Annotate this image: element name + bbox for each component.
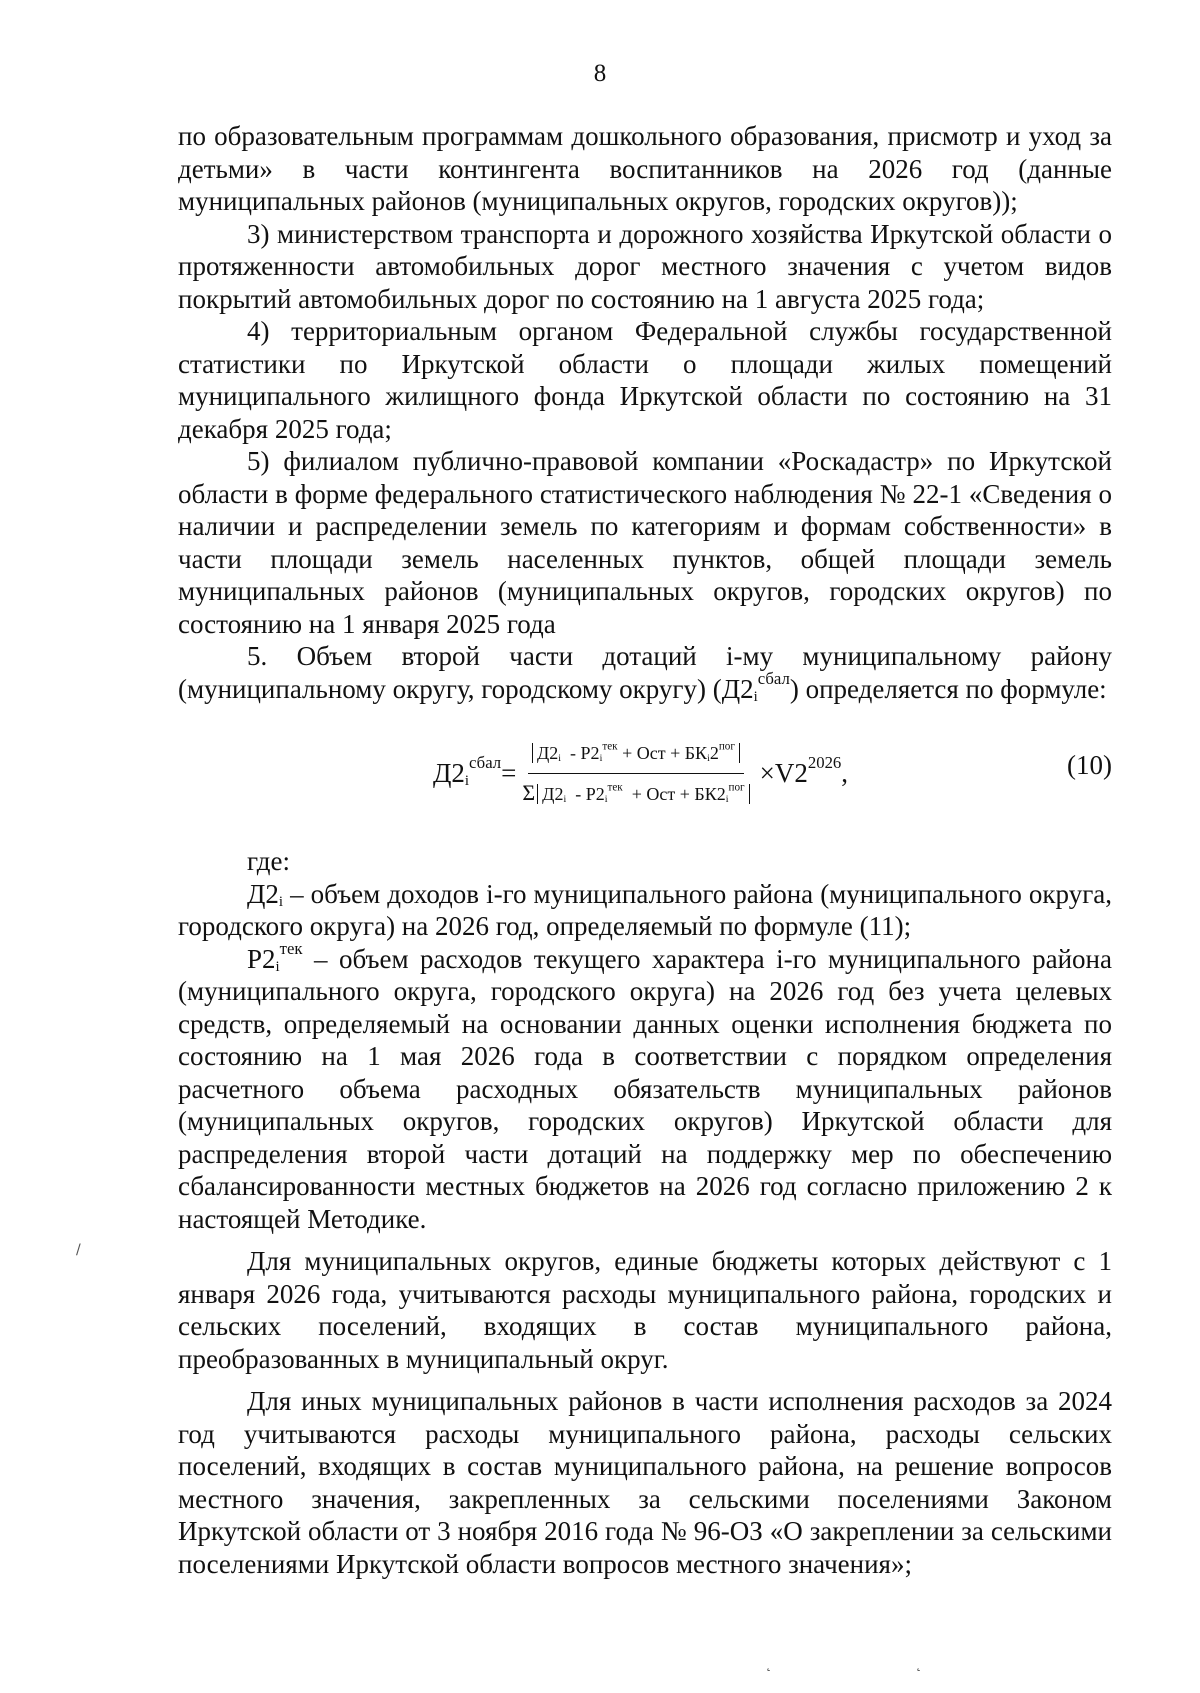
paragraph-item-4: 4) территориальным органом Федеральной службы государственной статистики по Иркутской области о площади жилых помещений муниципального жилищного фонда Иркутской области по состоянию на 31 декабря 2025 года; [178,316,1112,444]
paragraph-item-5-sources: 5) филиалом публично-правовой компании «Роскадастр» по Иркутской области в форме федерального статистического наблюдения № 22-1 «Сведения о наличии и распределении земель по категориям и формам собственности» в части площади земель населенных пунктов, общей площади земель муниципальных районов (муниципальных округов, городских округов) по состоянию на 1 января 2025 года [178,446,1112,639]
scan-mark: ˛ [765,1656,772,1672]
formula-10 [433,737,848,810]
where-label: где: [247,846,290,876]
scan-mark: / [76,1242,81,1258]
paragraph-other-districts: Для иных муниципальных районов в части исполнения расходов за 2024 год учитываются расходы муниципального района, расходы сельских поселений, входящих в состав муниципального района, на решение вопросов местного значения, закрепленных за сельскими поселениями Законом Иркутской области от 3 ноября 2016 года № 96-ОЗ «О закреплении за сельскими поселениями Иркутской области вопросов местного значения»; [178,1386,1112,1579]
paragraph-item-3: 3) министерством транспорта и дорожного хозяйства Иркутской области о протяженности автомобильных дорог местного значения с учетом видов покрытий автомобильных дорог по состоянию на 1 августа 2025 года; [178,218,1112,314]
item5-before: 5. Объем второй части дотаций i-му муниципальному району (муниципальному округу, городскому округу) (Д2 [178,641,1112,704]
paragraph-municipal-okrug: Для муниципальных округов, единые бюджеты которых действуют с 1 января 2026 года, учитываются расходы муниципального района, городских и сельских поселений, входящих в состав муниципального района, преобразованных в муниципальный округ. [178,1246,1112,1374]
formula-number: (10) [1067,750,1112,780]
page-number: 8 [593,60,607,87]
definition-r2: $Р2_i^{тек}$ – объем расходов текущего характера i-го муниципального района (муниципального округа, городского округа) на 2026 год без учета целевых средств, определяемый на основании данных оценки исполнения бюджета по состоянию на 1 мая 2026 года в соответствии с порядком определения расчетного объема расходных обязательств муниципальных районов (муниципальных округов, городских округов) Иркутской области для распределения второй части дотаций на поддержку мер по обеспечению сбалансированности местных бюджетов на 2026 год согласно приложению 2 к настоящей Методике. [178,938,1112,1234]
formula-numerator: $Д2_i - Р2_i^{тек}$ + Ост + $БК_i2^{пог}$ [528,737,744,774]
paragraph-item-5 [178,640,1112,705]
document-body [178,120,1112,1580]
formula-block [178,705,1112,835]
scan-mark: ˛ [915,1656,922,1672]
definition-d2: $Д2_i$ – объем доходов i-го муниципального района (муниципального округа, городского округа) на 2026 год, определяемый по формуле (11); [178,878,1112,941]
item5-sub: i [753,688,758,705]
item5-after: ) определяется по формуле: [789,673,1107,704]
formula-lhs: $Д2_i^{сбал}=$ [433,753,517,790]
item5-sup: сбал [757,668,790,688]
paragraph-continuation: по образовательным программам дошкольного образования, присмотр и уход за детьми» в части контингента воспитанников на 2026 год (данные муниципальных районов (муниципальных округов, городских округов)); [178,121,1112,216]
formula-fraction [518,737,753,810]
formula-denominator: Σ $Д2_i - Р2_i^{тек}$ + Ост + $БК2_i^{пог}$ [518,774,753,811]
formula-rhs: $\times V2^{2026}$, [759,753,849,789]
